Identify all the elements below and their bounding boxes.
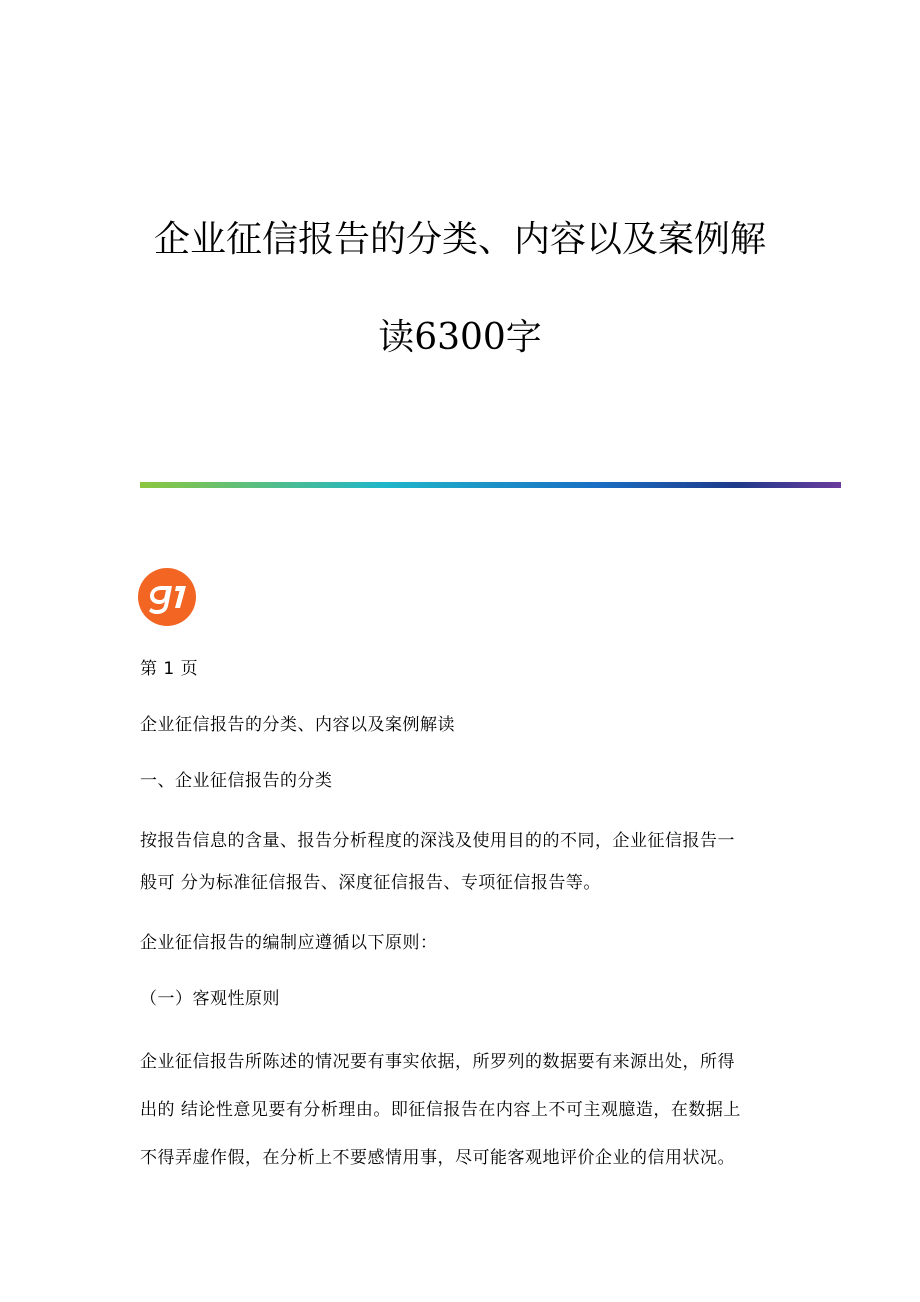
paragraph-line: 按报告信息的含量、报告分析程度的深浅及使用目的的不同，企业征信报告一 xyxy=(140,831,735,851)
document-title-line-1: 企业征信报告的分类、内容以及案例解 xyxy=(153,219,766,260)
document-heading: 企业征信报告的分类、内容以及案例解读 xyxy=(140,715,455,735)
page-number-label: 第 1 页 xyxy=(140,659,199,679)
g1-logo-glyph xyxy=(145,580,189,614)
g1-logo-icon xyxy=(138,568,196,626)
paragraph-line: 企业征信报告所陈述的情况要有事实依据，所罗列的数据要有来源出处，所得 xyxy=(140,1052,735,1072)
paragraph-line: 不得弄虚作假，在分析上不要感情用事，尽可能客观地评价企业的信用状况。 xyxy=(140,1148,735,1168)
paragraph-objectivity xyxy=(140,1038,800,1182)
principle-objectivity-heading: （一）客观性原则 xyxy=(140,989,280,1009)
paragraph-classification xyxy=(140,820,800,904)
section-heading-classification: 一、企业征信报告的分类 xyxy=(140,771,333,791)
gradient-divider xyxy=(140,482,841,488)
paragraph-line: 出的 结论性意见要有分析理由。即征信报告在内容上不可主观臆造，在数据上 xyxy=(140,1100,741,1120)
paragraph-line: 般可 分为标准征信报告、深度征信报告、专项征信报告等。 xyxy=(140,873,601,893)
document-title-line-2: 读6300字 xyxy=(378,317,542,358)
principles-intro: 企业征信报告的编制应遵循以下原则： xyxy=(140,933,438,953)
